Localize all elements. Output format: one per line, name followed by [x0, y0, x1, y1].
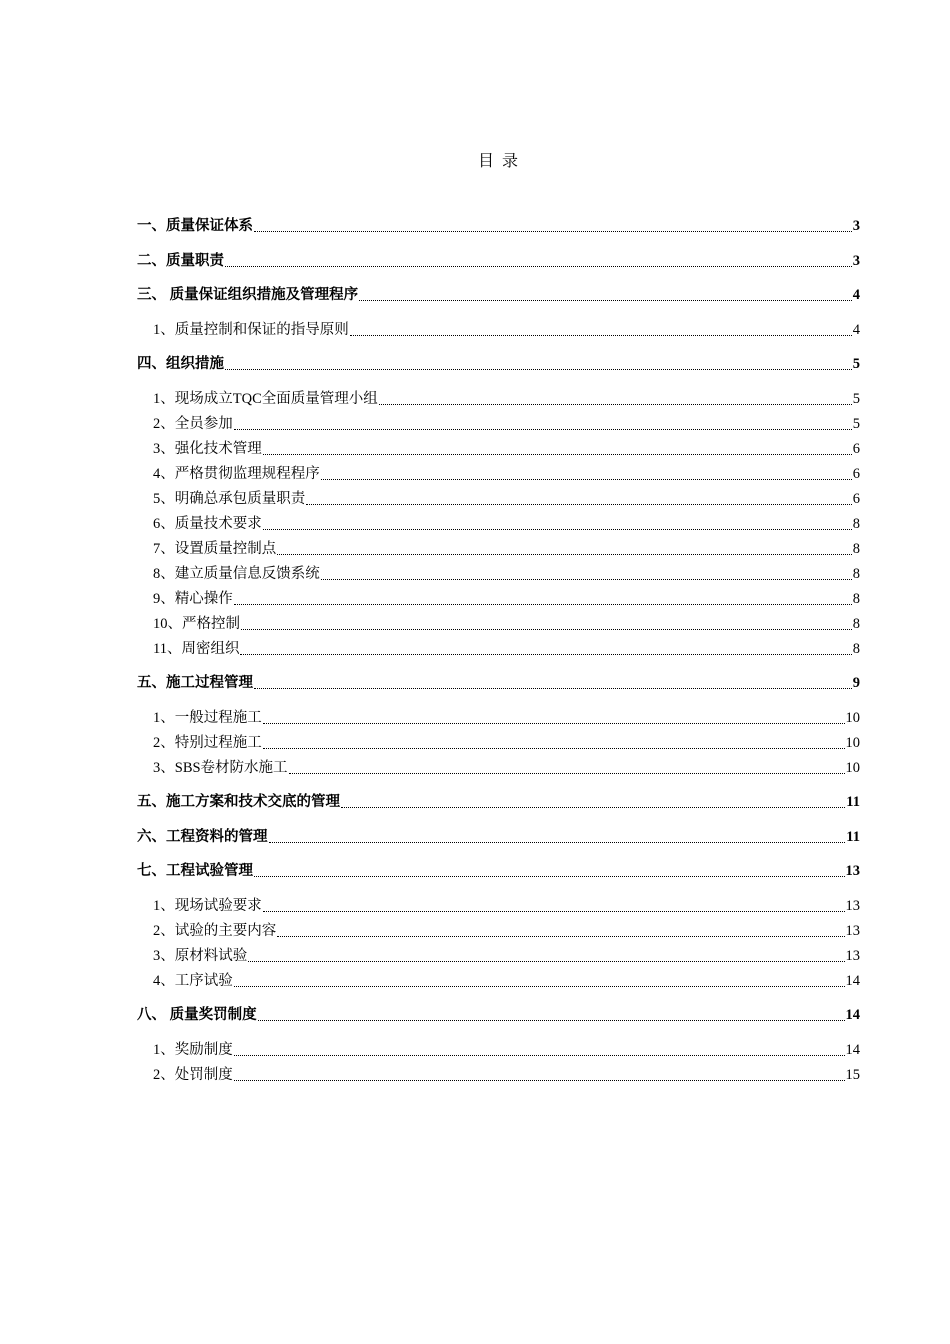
toc-title: 目 录 [477, 153, 520, 170]
toc-entry-label: 四、组织措施 [137, 356, 224, 372]
toc-page-number: 5 [852, 390, 860, 407]
toc-page-number: 14 [845, 1007, 860, 1023]
toc-section-entry[interactable] [137, 1003, 860, 1028]
dot-leader [234, 986, 845, 987]
toc-page-number: 11 [846, 794, 860, 810]
toc-entry-label: 3、强化技术管理 [153, 440, 262, 457]
toc-entry-label: 2、处罚制度 [153, 1066, 233, 1083]
toc-subsection-entry[interactable] [137, 756, 860, 781]
toc-page-number: 10 [845, 759, 860, 776]
toc-subsection-entry[interactable] [137, 1038, 860, 1063]
toc-section-entry[interactable] [137, 214, 860, 239]
dot-leader [241, 629, 852, 630]
toc-entry-label: 2、试验的主要内容 [153, 922, 277, 939]
toc-page-number: 5 [852, 415, 860, 432]
toc-subsection-entry[interactable] [137, 562, 860, 587]
toc-page-number: 8 [852, 640, 860, 657]
toc-page-number: 3 [852, 252, 860, 269]
toc-subsection-entry[interactable] [137, 387, 860, 412]
toc-page-number: 10 [845, 734, 860, 751]
toc-section-entry[interactable] [137, 859, 860, 884]
toc-entry-label: 五、施工方案和技术交底的管理 [137, 794, 340, 810]
toc-page-number: 4 [852, 321, 860, 338]
toc-entry-label: 1、现场试验要求 [153, 897, 262, 914]
dot-leader [321, 479, 852, 480]
toc-subsection-entry[interactable] [137, 462, 860, 487]
toc-subsection-entry[interactable] [137, 731, 860, 756]
toc-entry-label: 二、质量职责 [137, 252, 224, 269]
table-of-contents [137, 214, 860, 1088]
toc-page-number: 4 [852, 287, 860, 303]
toc-page-number: 13 [845, 922, 860, 939]
dot-leader [258, 1020, 845, 1021]
toc-entry-label: 1、奖励制度 [153, 1041, 233, 1058]
toc-section-entry[interactable] [137, 352, 860, 377]
dot-leader [240, 654, 851, 655]
toc-subsection-entry[interactable] [137, 512, 860, 537]
toc-page-number: 11 [846, 828, 860, 845]
toc-subsection-entry[interactable] [137, 944, 860, 969]
toc-page-number: 10 [845, 709, 860, 726]
toc-subsection-entry[interactable] [137, 318, 860, 343]
toc-subsection-entry[interactable] [137, 706, 860, 731]
toc-page-number: 8 [852, 540, 860, 557]
dot-leader [263, 454, 852, 455]
dot-leader [263, 529, 852, 530]
dot-leader [263, 748, 845, 749]
toc-page-number: 3 [852, 218, 860, 234]
toc-subsection-entry[interactable] [137, 1063, 860, 1088]
dot-leader [350, 335, 852, 336]
toc-page-number: 6 [852, 465, 860, 482]
dot-leader [254, 876, 845, 877]
dot-leader [277, 936, 844, 937]
toc-page-number: 8 [852, 565, 860, 582]
toc-page-number: 6 [852, 440, 860, 457]
toc-page-number: 8 [852, 590, 860, 607]
dot-leader [234, 1080, 845, 1081]
toc-entry-label: 8、建立质量信息反馈系统 [153, 565, 320, 582]
dot-leader [248, 961, 844, 962]
toc-entry-label: 4、严格贯彻监理规程程序 [153, 465, 320, 482]
toc-entry-label: 五、施工过程管理 [137, 675, 253, 691]
toc-entry-label: 6、质量技术要求 [153, 515, 262, 532]
dot-leader [225, 266, 852, 267]
toc-page-number: 8 [852, 515, 860, 532]
toc-page-number: 14 [845, 972, 860, 989]
dot-leader [234, 1055, 845, 1056]
toc-entry-label: 3、原材料试验 [153, 947, 248, 964]
dot-leader [321, 579, 852, 580]
toc-subsection-entry[interactable] [137, 612, 860, 637]
toc-entry-label: 八、 质量奖罚制度 [137, 1007, 257, 1023]
toc-section-entry[interactable] [137, 671, 860, 696]
dot-leader [234, 429, 852, 430]
toc-subsection-entry[interactable] [137, 537, 860, 562]
toc-entry-label: 11、周密组织 [153, 640, 240, 657]
toc-page-number: 6 [852, 490, 860, 507]
dot-leader [263, 723, 845, 724]
toc-section-entry[interactable] [137, 283, 860, 308]
toc-entry-label: 2、全员参加 [153, 415, 233, 432]
toc-subsection-entry[interactable] [137, 587, 860, 612]
toc-page-number: 13 [845, 863, 860, 879]
toc-subsection-entry[interactable] [137, 969, 860, 994]
toc-subsection-entry[interactable] [137, 412, 860, 437]
toc-page-number: 13 [845, 947, 860, 964]
toc-page-number: 14 [845, 1041, 860, 1058]
toc-section-entry[interactable] [137, 825, 860, 850]
toc-subsection-entry[interactable] [137, 487, 860, 512]
toc-page-number: 15 [845, 1066, 860, 1083]
toc-section-entry[interactable] [137, 249, 860, 274]
toc-entry-label: 10、严格控制 [153, 615, 240, 632]
toc-entry-label: 2、特别过程施工 [153, 734, 262, 751]
dot-leader [254, 688, 852, 689]
dot-leader [269, 842, 846, 843]
toc-entry-label: 三、 质量保证组织措施及管理程序 [137, 287, 359, 303]
dot-leader [289, 773, 845, 774]
dot-leader [263, 911, 845, 912]
toc-subsection-entry[interactable] [137, 637, 860, 662]
toc-entry-label: 1、一般过程施工 [153, 709, 262, 726]
toc-entry-label: 5、明确总承包质量职责 [153, 490, 306, 507]
toc-page-number: 8 [852, 615, 860, 632]
toc-entry-label: 4、工序试验 [153, 972, 233, 989]
dot-leader [306, 504, 852, 505]
toc-page-number: 13 [845, 897, 860, 914]
toc-entry-label: 一、质量保证体系 [137, 218, 253, 234]
dot-leader [341, 807, 845, 808]
toc-entry-label: 六、工程资料的管理 [137, 828, 268, 845]
toc-entry-label: 9、精心操作 [153, 590, 233, 607]
dot-leader [234, 604, 852, 605]
toc-entry-label: 3、SBS卷材防水施工 [153, 759, 288, 776]
toc-entry-label: 1、质量控制和保证的指导原则 [153, 321, 349, 338]
toc-subsection-entry[interactable] [137, 437, 860, 462]
dot-leader [254, 231, 852, 232]
dot-leader [379, 404, 852, 405]
dot-leader [225, 369, 852, 370]
toc-page-number: 5 [852, 356, 860, 372]
toc-page-number: 9 [852, 675, 860, 691]
toc-entry-label: 七、工程试验管理 [137, 863, 253, 879]
toc-subsection-entry[interactable] [137, 919, 860, 944]
toc-section-entry[interactable] [137, 790, 860, 815]
dot-leader [359, 300, 852, 301]
toc-entry-label: 7、设置质量控制点 [153, 540, 277, 557]
dot-leader [277, 554, 852, 555]
toc-subsection-entry[interactable] [137, 894, 860, 919]
toc-entry-label: 1、现场成立TQC全面质量管理小组 [153, 390, 378, 407]
